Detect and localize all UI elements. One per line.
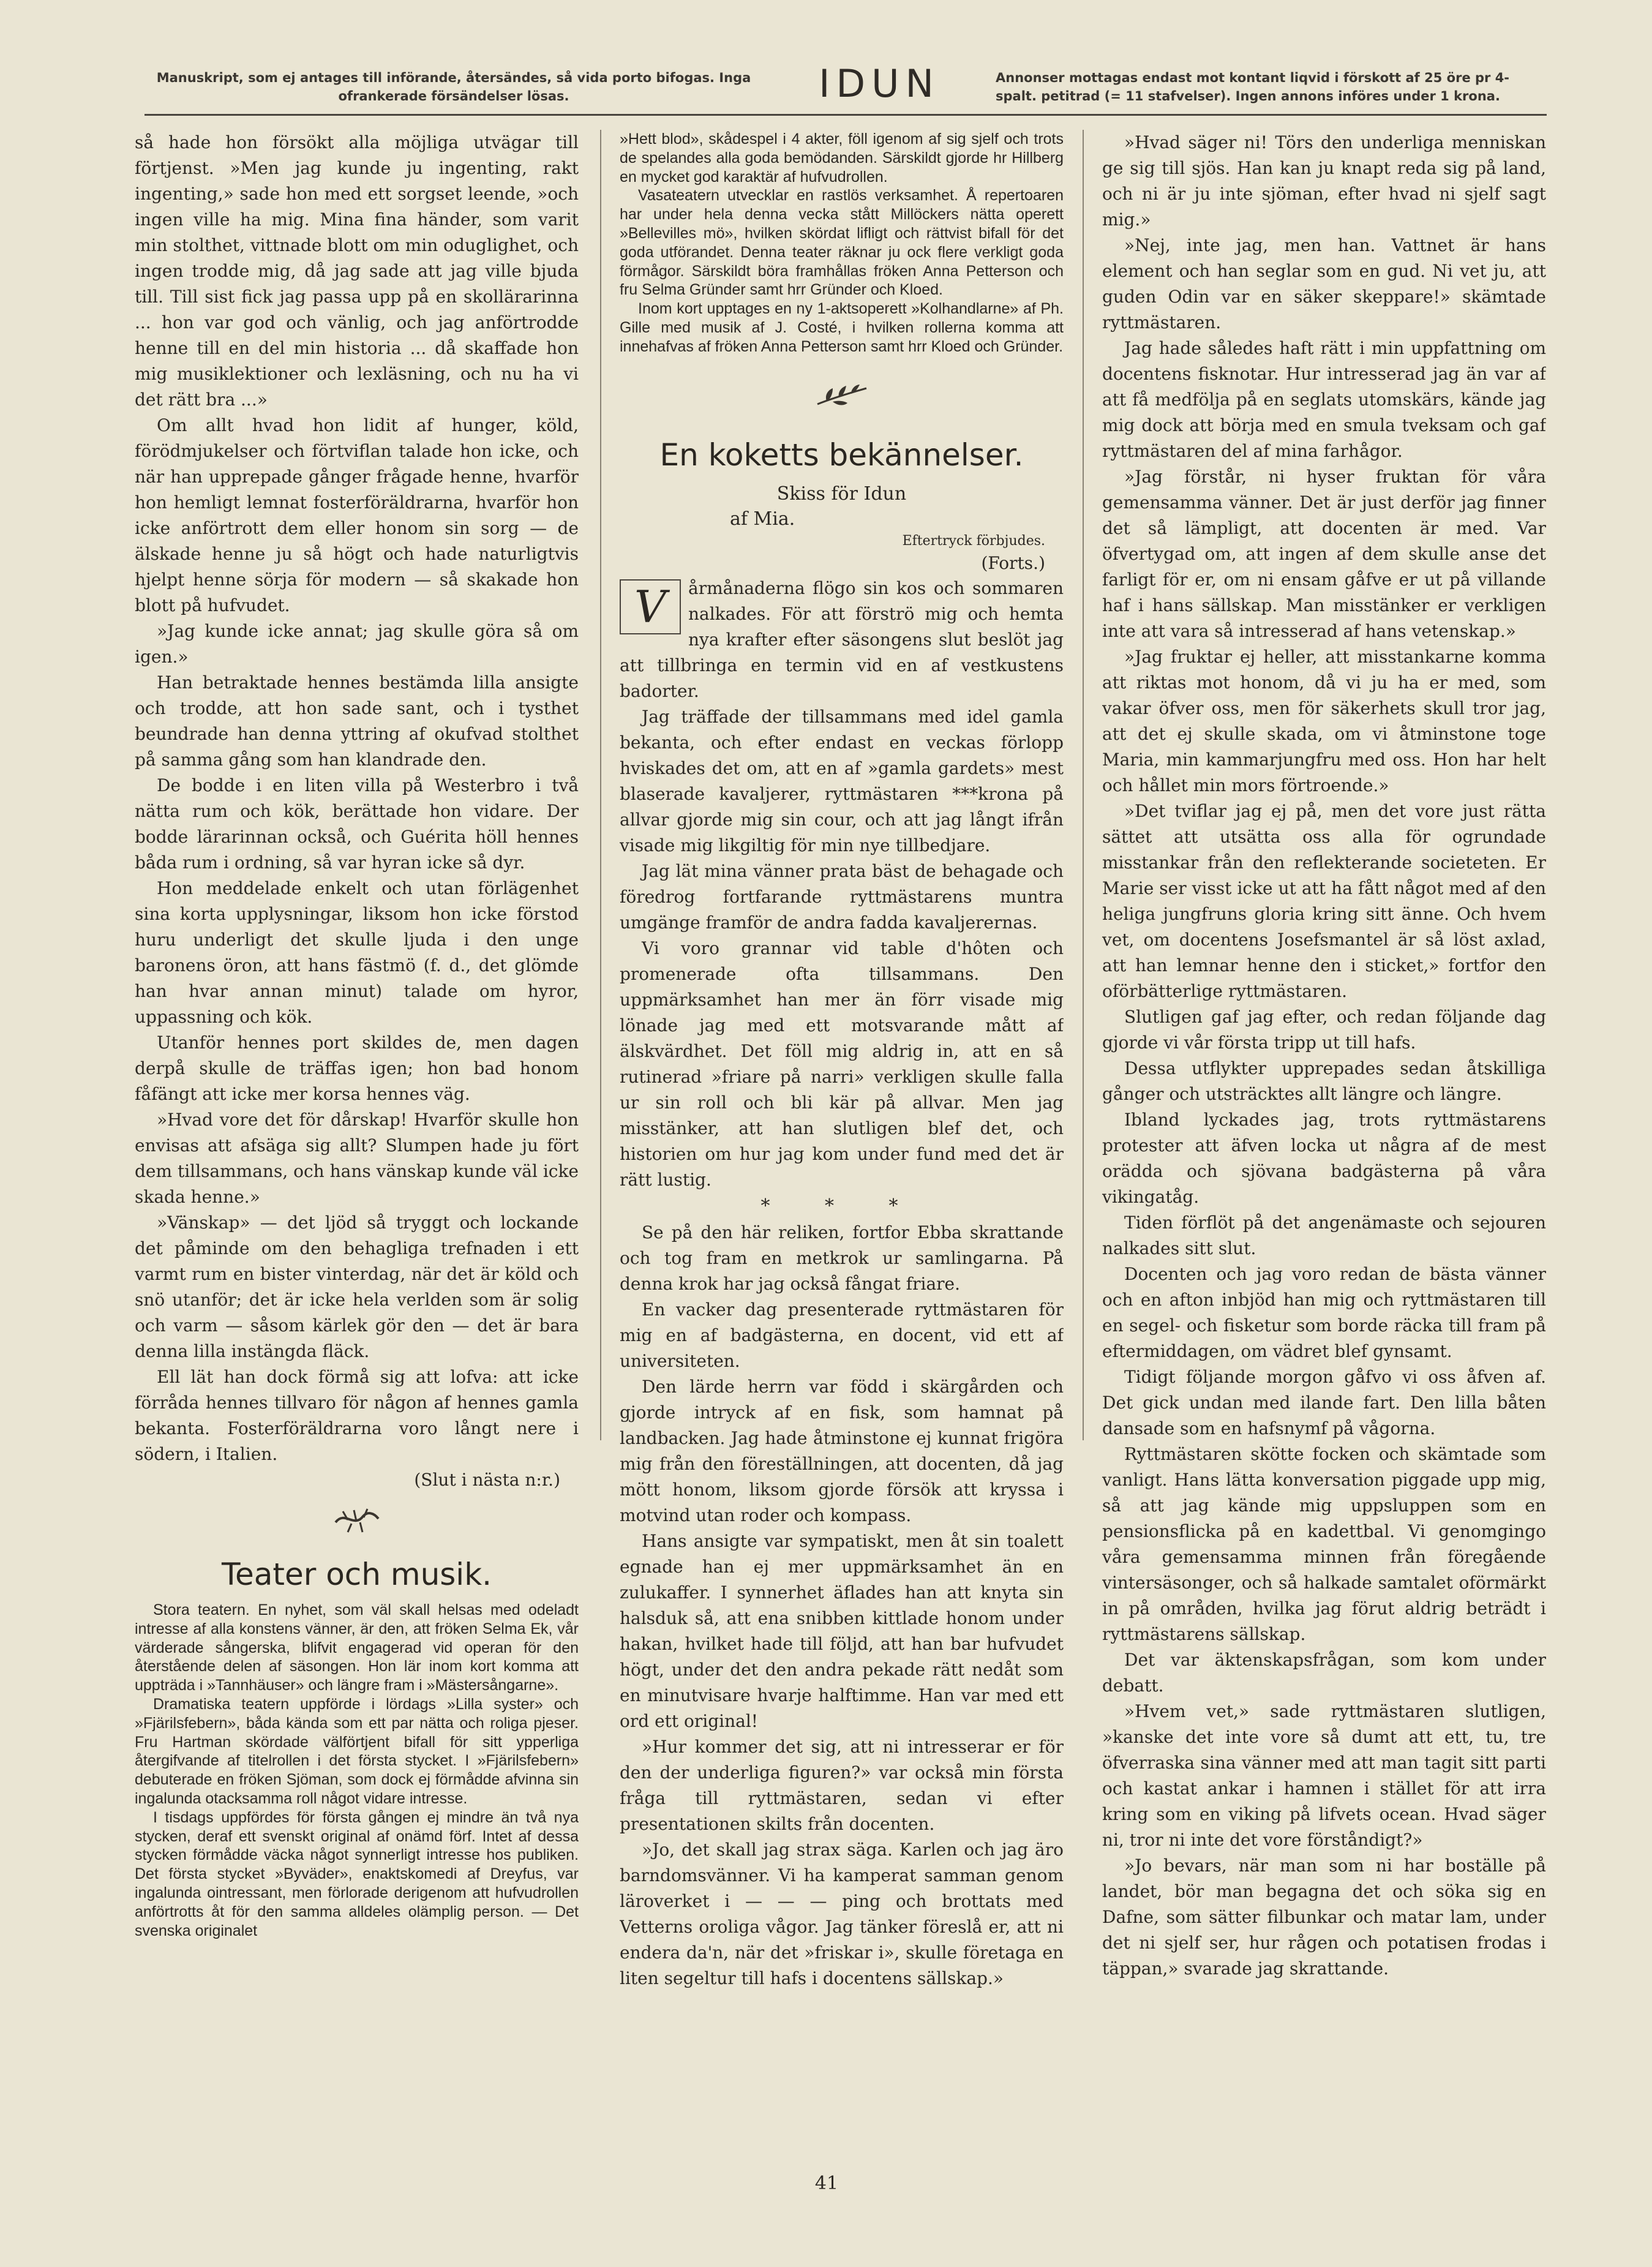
column-3 — [1102, 130, 1546, 2169]
paragraph: Tiden förflöt på det angenämaste och sejouren nalkades sitt slut. — [1102, 1212, 1546, 1258]
paragraph: Vasateatern utvecklar en rastlös verksamhet. Å repertoaren har under hela denna vecka stått Millöckers nätta operett »Bellevilles mö», hvilken skördat lifligt och rättvist bifall för det goda utförandet. Denna teater räknar ju ock flere verkligt goda förmågor. Särskildt böra framhållas fröken Anna Petterson och fru Selma Gründer samt hrr Gründer och Kloed. — [620, 187, 1064, 299]
paragraph: Se på den här reliken, fortfor Ebba skrattande och tog fram en metkrok ur samlingarna. På denna krok har jag också fångat friare. — [620, 1222, 1064, 1294]
paragraph: I tisdags uppfördes för första gången ej mindre än två nya stycken, deraf ett svenskt original af onämd förf. Intet af dessa stycken förmådde väcka något synnerligt intresse hos publiken. Det första stycket »Byväder», enaktskomedi af Dreyfus, var ingalunda ointressant, men förlorade derigenom att hufvudrollen anförtrotts åt för den samma alldeles olämplig person. — Det svenska originalet — [135, 1808, 579, 1939]
paragraph: »Hvem vet,» sade ryttmästaren slutligen, »kanske det inte vore så dumt att ett, tu, tre öfverraska sina vänner med att man tagit sitt parti och kastat ankar i hamnen i stället för att irra kring som en viking på lifvets ocean. Hvad säger ni, tror ni inte det vore förståndigt?» — [1102, 1701, 1546, 1850]
story-byline: af Mia. — [730, 508, 795, 530]
teater-heading: Teater och musik. — [221, 1557, 492, 1592]
paragraph: Slutligen gaf jag efter, och redan följande dag gjorde vi vår första tripp ut till hafs. — [1102, 1007, 1546, 1053]
paragraph: Stora teatern. En nyhet, som väl skall helsas med odeladt intresse af alla konstens vänner, är den, att fröken Selma Ek, vår värderade sångerska, blifvit engagerad vid operan för den återstående delen af säsongen. Hon lär inom kort komma att uppträda i »Tannhäuser» och längre fram i »Mästersångarne». — [135, 1601, 579, 1694]
paragraph: Jag lät mina vänner prata bäst de behagade och föredrog fortfarande ryttmästarens muntra umgänge framför de andra fadda kavaljerernas. — [620, 860, 1064, 933]
masthead-title: IDUN — [819, 61, 940, 106]
paragraph: Vi voro grannar vid table d'hôten och promenerade ofta tillsammans. Den uppmärksamhet han mer än förr visade mig lönade jag med ett motsvarande mått af älskvärdhet. Det föll mig aldrig in, att en så rutinerad »friare på narri» verkligen skulle falla ur sin roll och bli kär på allvar. Men jag misstänker, att han slutligen blef det, och historien om hur jag kom under fund med det är rätt lustig. — [620, 938, 1064, 1190]
paragraph: »Hvad säger ni! Törs den underliga menniskan ge sig till sjös. Han kan ju knapt reda sig på land, och ni är ju inte sjöman, efter hvad ni sjelf sagt mig.» — [1102, 132, 1546, 230]
paragraph: Jag träffade der tillsammans med idel gamla bekanta, och efter endast en veckas förlopp hviskades det om, att en af »gamla gardets» mest blaserade kavaljerer, ryttmästaren ***krona på allvar gjorde mig sin cour, och att jag långt ifrån visade mig likgiltig för min nye tillbedjare. — [620, 706, 1064, 855]
paragraph: Ryttmästaren skötte focken och skämtade som vanligt. Hans lätta konversation piggade upp mig, så att jag kände mig uppsluppen som en pensionsflicka på en kadettbal. Vi genomgingo våra gemensamma minnen från föregående vintersäsonger, och så halkade samtalet oförmärkt in på områden, hvilka jag förut aldrig beträdt i ryttmästarens sällskap. — [1102, 1444, 1546, 1644]
paragraph: Tidigt följande morgon gåfvo vi oss åfven af. Det gick undan med ilande fart. Den lilla båten dansade som en hafsnymf på vågorna. — [1102, 1367, 1546, 1438]
paragraph: »Hett blod», skådespel i 4 akter, föll igenom af sig sjelf och trots de spelandes alla goda bemödanden. Särskildt gjorde hr Hillberg en mycket god karaktär af hufvudrollen. — [620, 130, 1064, 186]
column-divider-1 — [600, 130, 601, 1440]
story-title: En koketts bekännelser. — [659, 437, 1024, 473]
paragraph: »Hur kommer det sig, att ni intresserar er för den der underliga figuren?» var också min första fråga till ryttmästaren, sedan vi efter presentationen skilts från docenten. — [620, 1736, 1064, 1834]
paragraph: »Vänskap» — det ljöd så tryggt och lockande det påminde om den behagliga trefnaden i ett varmt rum en bister vinterdag, när det är köld och snö utanför; det är icke hela verlden som är solig och varm — såsom kärlek gör den — det är bara denna lilla instängda fläck. — [135, 1212, 579, 1361]
column-1 — [135, 130, 579, 2169]
paragraph: »Jag fruktar ej heller, att misstankarne komma att riktas mot honom, då vi ju ha er med, som vakar öfver oss, men för säkerhets skull tror jag, att det ej skulle skada, om vi åtminstone toge Maria, min kammarjungfru med oss. Hon har helt och hållet min mors förtroende.» — [1102, 647, 1546, 795]
paragraph: Jag hade således haft rätt i min uppfattning om docentens fisknotar. Hur intresserad jag än var af att få medfölja på en seglats utomskärs, kände jag mig dock att börja med en smula tveksam och gaf ryttmästaren del af mina farhågor. — [1102, 338, 1546, 461]
paragraph: Hans ansigte var sympatiskt, men åt sin toalett egnade han ej mer uppmärksamhet än en zulukaffer. I synnerhet äflades han att knyta sin halsduk så, att ena snibben kittlade honom under hakan, hvilket hade till följd, att han bar hufvudet högt, under det den andra pekade rätt nedåt som en minutvisare hvarje halftimme. Han var med ett ord ett original! — [620, 1530, 1064, 1731]
paragraph: »Hvad vore det för dårskap! Hvarför skulle hon envisas att afsäga sig allt? Slumpen hade ju fört dem tillsammans, och hans vänskap kunde väl icke skada henne.» — [135, 1110, 579, 1207]
paragraph: Docenten och jag voro redan de bästa vänner och en afton inbjöd han mig och ryttmästaren till en segel- och fisketur som borde räcka till fram på eftermiddagen, om vädret blef gynsamt. — [1102, 1264, 1546, 1361]
paragraph: »Det tviflar jag ej på, men det vore just rätta sättet att utsätta oss alla för ogrundade misstankar från den reflekterande societeten. Er Marie ser visst icke ut att ha fått något med af den heliga jungfruns gloria kring sitt änne. Och hvem vet, om docentens Josefsmantel är så löst axlad, att han lemnar henne den i sticket,» fortfor den oförbätterlige ryttmästaren. — [1102, 801, 1546, 1001]
continued-label: (Forts.) — [981, 552, 1045, 573]
paragraph: Ibland lyckades jag, trots ryttmästarens protester att äfven locka ut några af de mest orädda och sjövana badgästerna på våra vikingatåg. — [1102, 1110, 1546, 1207]
paragraph: så hade hon försökt alla möjliga utvägar till förtjenst. »Men jag kunde ju ingenting, rakt ingenting,» sade hon med ett sorgset leende, »och ingen ville ha mig. Mina fina händer, som varit min stolthet, vittnade blott om min oduglighet, och ingen trodde mig, då jag sade att jag ville bjuda till. Till sist fick jag passa upp på en skollärarinna ... hon var god och vänlig, och jag anförtrodde henne till en del min historia ... då skaffade hon mig musiklektioner och lexläsning, och nu ha vi det rätt bra ...» — [135, 132, 579, 410]
paragraph: Om allt hvad hon lidit af hunger, köld, förödmjukelser och förtviflan talade hon icke, och när han upprepade gånger frågade henne, hvarför hon hemligt lemnat fosterföräldrarna, hvarför hon icke anförtrott dem eller honom sin sorg — de älskade henne ju så högt och hade naturligtvis hjelpt henne sörja för modern — så skakade hon blott på hufvudet. — [135, 415, 579, 615]
paragraph: De bodde i en liten villa på Westerbro i två nätta rum och kök, berättade hon vidare. Der bodde lärarinnan också, och Guérita höll hennes båda rum i ordning, så var hyran icke så dyr. — [135, 775, 579, 873]
paragraph: Inom kort upptages en ny 1-aktsoperett »Kolhandlarne» af Ph. Gille med musik af J. Costé, i hvilken rollerna komma att innehafvas af fröken Anna Petterson samt hrr Kloed och Gründer. — [620, 300, 1064, 355]
paragraph: »Jo, det skall jag strax säga. Karlen och jag äro barndomsvänner. Vi ha kamperat samman genom läroverket i — — — ping och brottats med Vetterns oroliga vågor. Jag tänker föreslå er, att ni endera da'n, när det »friskar i», skulle företaga en liten segeltur till hafs i docentens sällskap.» — [620, 1839, 1064, 1988]
masthead-rule — [145, 114, 1547, 116]
drop-cap: V — [620, 579, 681, 634]
story-subtitle: Skiss för Idun — [776, 483, 907, 505]
paragraph: årmånaderna flögo sin kos och sommaren nalkades. För att förströ mig och hemta nya krafter efter säsongens slut beslöt jag att tillbringa en termin vid en af vestkustens badorter. — [620, 577, 1064, 701]
paragraph: »Jag kunde icke annat; jag skulle göra så om igen.» — [135, 621, 579, 667]
section-break-stars: * * * — [760, 1195, 923, 1217]
reprint-notice: Eftertryck förbjudes. — [902, 533, 1045, 549]
continued-note: (Slut i nästa n:r.) — [414, 1470, 560, 1490]
paragraph: Han betraktade hennes bestämda lilla ansigte och trodde, att hon sade sant, och i tysthet beundrade han denna yttring af okufvad stolthet på samma gång som han klandrade den. — [135, 672, 579, 770]
leaf-ornament-icon — [808, 381, 876, 412]
masthead-advert-notice: Annonser mottagas endast mot kontant liqvid i förskott af 25 öre pr 4-spalt. petitrad (= 11 stafvelser). Ingen annons införes under 1 krona. — [996, 70, 1510, 103]
masthead-manuscript-notice: Manuskript, som ej antages till införande, återsändes, så vida porto bifogas. Inga ofrankerade försändelser lösas. — [156, 70, 751, 103]
paragraph: »Nej, inte jag, men han. Vattnet är hans element och han seglar som en gud. Ni vet ju, att guden Odin var en säker skeppare!» skämtade ryttmästaren. — [1102, 235, 1546, 333]
paragraph: »Jag förstår, ni hyser fruktan för våra gemensamma vänner. Det är just derför jag finner det så lämpligt, att docenten är med. Var öfvertygad om, att ingen af dem skulle anse det farligt för er, om ni ensam gåfve er ut på villande haf i hans sällskap. Man misstänker er verkligen inte att vara så intresserad af hans vetenskap.» — [1102, 467, 1546, 641]
paragraph: Dessa utflykter upprepades sedan åtskilliga gånger och utsträcktes allt längre och längre. — [1102, 1058, 1546, 1104]
masthead — [145, 56, 1547, 111]
paragraph: »Jo bevars, när man som ni har boställe på landet, bör man begagna det och söka sig en Dafne, som sätter filbunkar och matar lam, under det ni sjelf ser, hur rågen och potatisen frodas i täppan,» svarade jag skrattande. — [1102, 1855, 1546, 1979]
paragraph: Hon meddelade enkelt och utan förlägenhet sina korta upplysningar, liksom hon icke förstod huru underligt det skulle ljuda i den unge baronens öron, att hans fästmö (f. d., det glömde han hvar annan minut) talade om hyror, uppassning och kök. — [135, 878, 579, 1027]
page-number: 41 — [814, 2173, 839, 2194]
paragraph: Dramatiska teatern uppförde i lördags »Lilla syster» och »Fjärilsfebern», båda kända som ett par nätta och roliga pjeser. Fru Hartman skördade välförtjent bifall för sitt ypperliga återgifvande af titelrollen i det första stycket. I »Fjärilsfebern» debuterade en fröken Sjöman, som dock ej förmådde afvinna sin ingalunda otacksamma roll något vidare intresse. — [135, 1695, 579, 1807]
paragraph: Det var äktenskapsfrågan, som kom under debatt. — [1102, 1650, 1546, 1696]
paragraph: Ell lät han dock förmå sig att lofva: att icke förråda hennes tillvaro för någon af hennes gamla bekanta. Fosterföräldrarna voro långt nere i södern, i Italien. — [135, 1367, 579, 1464]
vignette-ornament-icon — [329, 1504, 385, 1537]
paragraph: En vacker dag presenterade ryttmästaren för mig en af badgästerna, en docent, vid ett af universiteten. — [620, 1299, 1064, 1371]
paragraph: Utanför hennes port skildes de, men dagen derpå skulle de träffas igen; hon bad honom fåfängt att icke mer korsa hennes väg. — [135, 1032, 579, 1104]
column-2 — [620, 130, 1064, 2169]
paragraph: Den lärde herrn var född i skärgården och gjorde intryck af en fisk, som hamnat på landbacken. Jag hade åtminstone ej kunnat frigöra mig från den föreställningen, att docenten, då jag mött honom, liksom gjorde försök att kryssa i motvind utan roder och kompass. — [620, 1376, 1064, 1525]
column-divider-2 — [1083, 130, 1084, 1440]
